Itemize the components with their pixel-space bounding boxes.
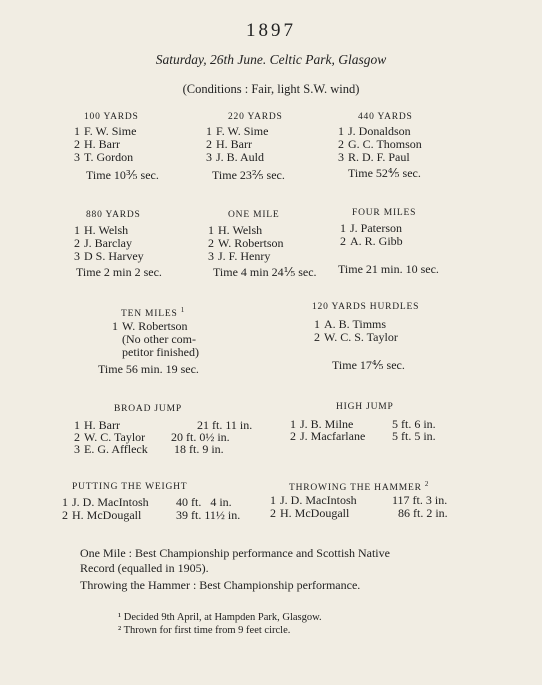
event-time: Time 17⅘ sec.	[332, 358, 405, 372]
result-line: 2 H. Barr	[206, 137, 252, 151]
result-mark: 18 ft. 9 in.	[174, 442, 224, 456]
event-title: TEN MILES $^1$	[121, 306, 186, 320]
event-title: HIGH JUMP	[336, 402, 394, 412]
result-mark: 20 ft. 0½ in.	[171, 430, 230, 444]
result-line: 2 G. C. Thomson	[338, 137, 422, 151]
event-title: 440 YARDS	[358, 112, 413, 122]
result-line: 2 H. McDougall	[270, 506, 350, 520]
result-mark: 5 ft. 5 in.	[392, 429, 436, 443]
note-line: One Mile : Best Championship performance and Scottish Native	[80, 546, 390, 560]
result-line: 3 J. F. Henry	[208, 249, 271, 263]
result-mark: 86 ft. 2 in.	[398, 506, 448, 520]
result-line: petitor finished)	[122, 345, 199, 359]
result-mark: 40 ft. 4 in.	[176, 495, 232, 509]
note-line: Record (equalled in 1905).	[80, 561, 209, 575]
result-line: 2 H. McDougall	[62, 508, 142, 522]
result-mark: 21 ft. 11 in.	[197, 418, 253, 432]
event-title: FOUR MILES	[352, 208, 417, 218]
result-line: 2 W. Robertson	[208, 236, 284, 250]
result-line: 3 R. D. F. Paul	[338, 150, 410, 164]
event-time: Time 56 min. 19 sec.	[98, 362, 199, 376]
result-line: 1 H. Barr	[74, 418, 120, 432]
result-line: (No other com-	[122, 332, 196, 346]
result-line: 2 W. C. Taylor	[74, 430, 146, 444]
result-line: 1 F. W. Sime	[74, 124, 137, 138]
result-line: 1 A. B. Timms	[314, 317, 387, 331]
event-title: 220 YARDS	[228, 112, 283, 122]
event-title: ONE MILE	[228, 210, 280, 220]
event-title: 100 YARDS	[84, 112, 139, 122]
event-time: Time 4 min 24⅕ sec.	[213, 265, 317, 279]
result-line: 2 H. Barr	[74, 137, 120, 151]
page-year: 1897	[246, 20, 296, 41]
event-title: BROAD JUMP	[114, 404, 182, 414]
result-line: 2 J. Macfarlane	[290, 429, 366, 443]
result-mark: 5 ft. 6 in.	[392, 417, 436, 431]
result-line: 1 H. Welsh	[74, 223, 129, 237]
result-mark: 39 ft. 11½ in.	[176, 508, 241, 522]
footnote: ² Thrown for first time from 9 feet circle.	[118, 625, 291, 636]
result-line: 2 J. Barclay	[74, 236, 132, 250]
note-line: Throwing the Hammer : Best Championship performance.	[80, 578, 361, 592]
event-title: THROWING THE HAMMER $^2$	[289, 480, 430, 494]
conditions: (Conditions : Fair, light S.W. wind)	[182, 82, 360, 96]
result-line: 3 J. B. Auld	[206, 150, 265, 164]
event-time: Time 52⅘ sec.	[348, 166, 421, 180]
result-line: 1 F. W. Sime	[206, 124, 269, 138]
result-line: 1 J. Donaldson	[338, 124, 411, 138]
event-time: Time 10⅗ sec.	[86, 168, 159, 182]
result-line: 1 J. D. MacIntosh	[270, 493, 357, 507]
footnote: ¹ Decided 9th April, at Hampden Park, Glasgow.	[118, 612, 322, 623]
event-title: PUTTING THE WEIGHT	[72, 482, 188, 492]
result-line: 1 W. Robertson	[112, 319, 188, 333]
result-line: 3 T. Gordon	[74, 150, 134, 164]
result-line: 1 H. Welsh	[208, 223, 263, 237]
result-line: 3 D S. Harvey	[74, 249, 144, 263]
result-line: 3 E. G. Affleck	[74, 442, 148, 456]
result-line: 1 J. Paterson	[340, 221, 402, 235]
meeting-subtitle: Saturday, 26th June. Celtic Park, Glasgow	[155, 52, 387, 67]
result-mark: 117 ft. 3 in.	[392, 493, 448, 507]
result-line: 1 J. D. MacIntosh	[62, 495, 149, 509]
event-time: Time 21 min. 10 sec.	[338, 262, 439, 276]
event-time: Time 23⅖ sec.	[212, 168, 285, 182]
event-time: Time 2 min 2 sec.	[76, 265, 162, 279]
event-title: 880 YARDS	[86, 210, 141, 220]
result-line: 2 A. R. Gibb	[340, 234, 403, 248]
event-title: 120 YARDS HURDLES	[312, 302, 420, 312]
result-line: 1 J. B. Milne	[290, 417, 354, 431]
result-line: 2 W. C. S. Taylor	[314, 330, 398, 344]
